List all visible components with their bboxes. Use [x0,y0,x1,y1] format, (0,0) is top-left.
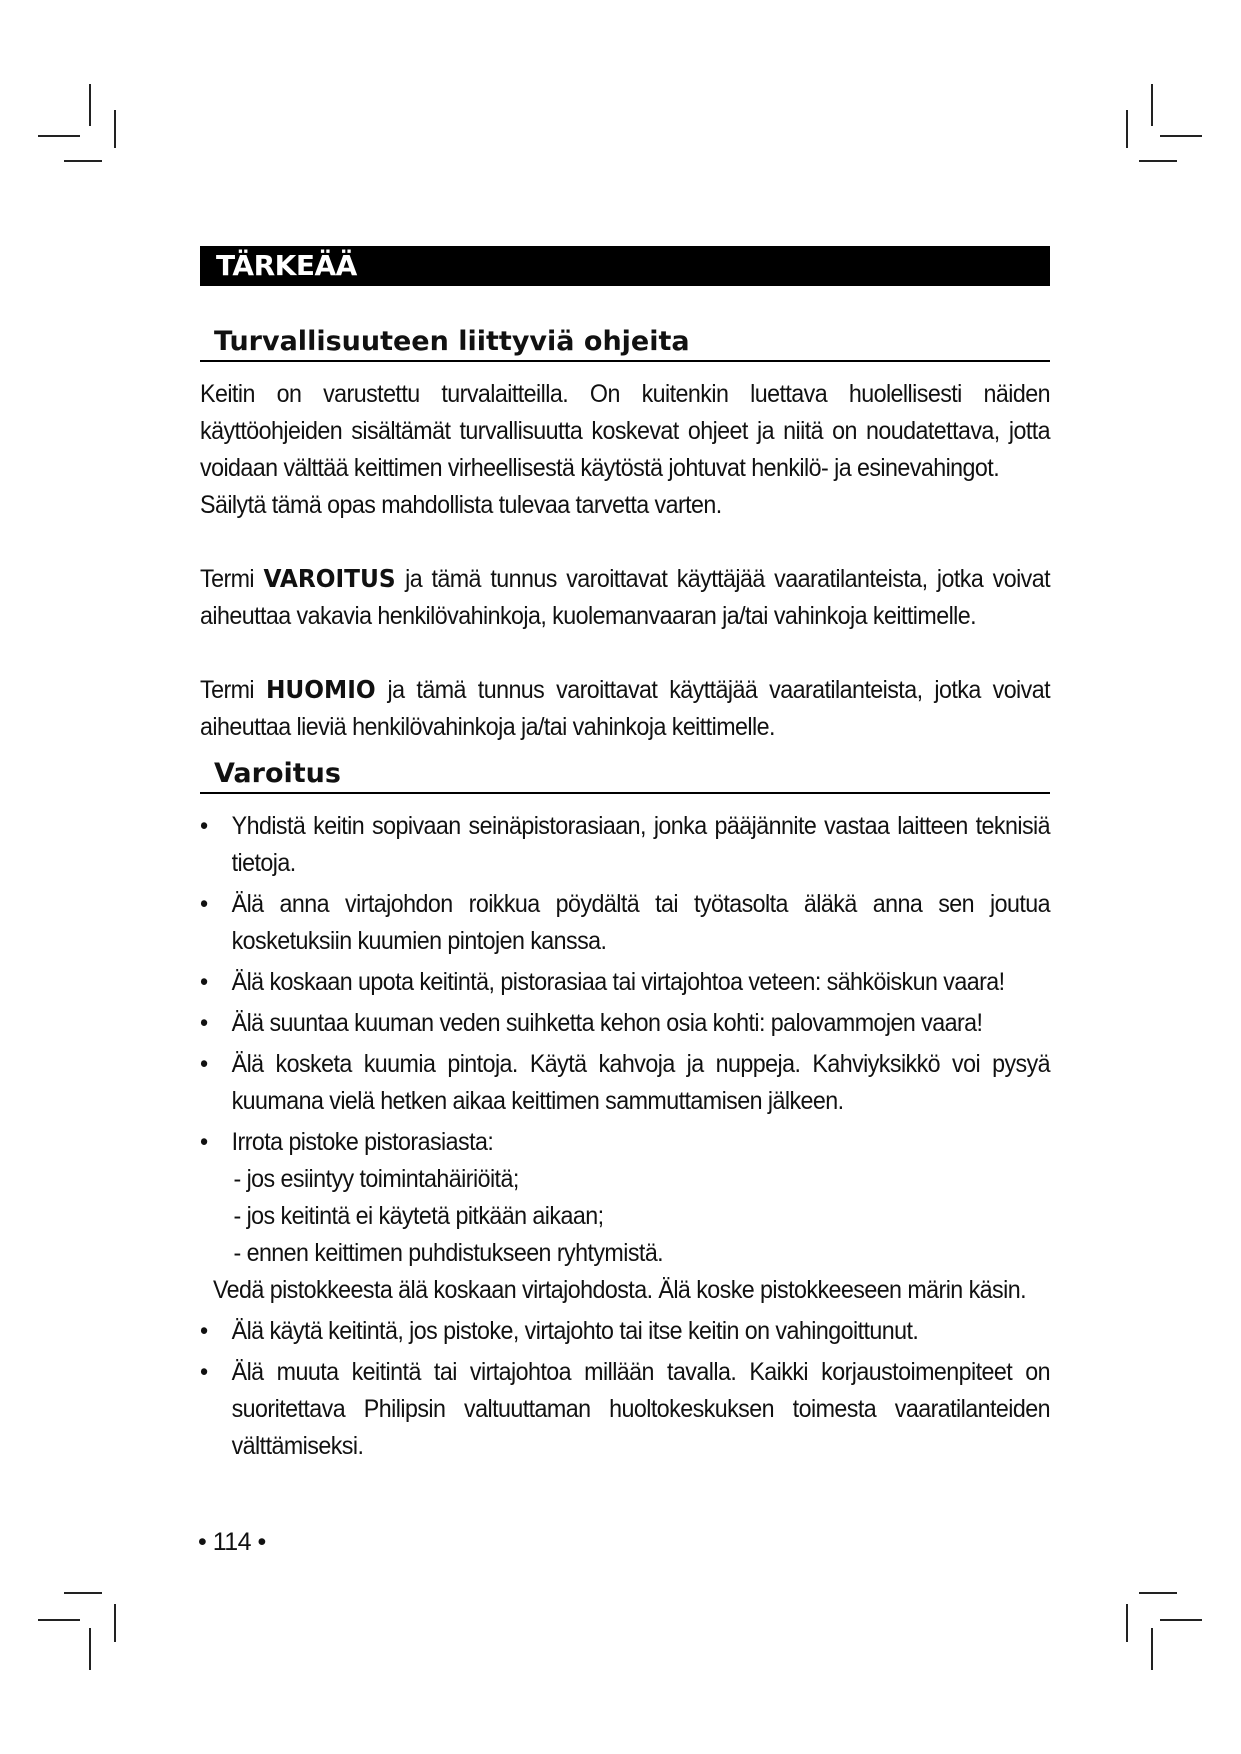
page-content [200,246,1050,1469]
list-item: • Älä muuta keitintä tai virtajohtoa millään tavalla. Kaikki korjaustoimenpiteet on suoritettava Philipsin valtuuttaman huoltokeskuksen toimesta vaaratilanteiden välttämiseksi. [200,1358,1051,1460]
list-item: • Älä suuntaa kuuman veden suihketta kehon osia kohti: palovammojen vaara! [200,1009,983,1037]
list-item: • Yhdistä keitin sopivaan seinäpistorasiaan, jonka pääjännite vastaa laitteen teknisiä tietoja. [200,812,1051,877]
list-item: • Älä käytä keitintä, jos pistoke, virtajohto tai itse keitin on vahingoittunut. [200,1317,919,1345]
page-number: • 114 • [198,1528,266,1556]
unplug-conditions [200,1161,1050,1272]
sub-item: - ennen keittimen puhdistukseen ryhtymistä. [233,1239,664,1267]
warning-list [200,808,1050,1465]
list-item: • Älä koskaan upota keitintä, pistorasiaa tai virtajohtoa veteen: sähköiskun vaara! [200,968,1005,996]
intro-text: Keitin on varustettu turvalaitteilla. On kuitenkin luettava huolellisesti näiden käyttöohjeiden sisältämät turvallisuutta koskevat ohjeet ja niitä on noudatettava, jotta voidaan välttää keittimen virheellisestä käytöstä johtuvat henkilö- ja esinevahingot. [200,380,1051,482]
unplug-note: Vedä pistokkeesta älä koskaan virtajohdosta. Älä koske pistokkeeseen märin käsin. [213,1276,1026,1304]
warning-definition: Termi VAROITUS ja tämä tunnus varoittavat käyttäjää vaaratilanteista, jotka voivat aiheuttaa vakavia henkilövahinkoja, kuolemanvaaran ja/tai vahinkoja keittimelle. [200,564,1051,630]
sub-item: - jos keitintä ei käytetä pitkään aikaan; [233,1202,604,1230]
section-title-warning: Varoitus [200,756,1050,794]
list-item: • Irrota pistoke pistorasiasta: [200,1128,494,1156]
section-title-safety: Turvallisuuteen liittyviä ohjeita [200,324,1050,362]
intro-paragraph [200,376,1050,746]
sub-item: - jos esiintyy toimintahäiriöitä; [233,1165,519,1193]
warning-term: VAROITUS [263,564,396,593]
caution-term: HUOMIO [265,675,376,704]
important-banner: TÄRKEÄÄ [200,246,1050,286]
list-item: • Älä anna virtajohdon roikkua pöydältä tai työtasolta äläkä anna sen joutua kosketuksiin kuumien pintojen kanssa. [200,890,1051,955]
caution-definition: Termi HUOMIO ja tämä tunnus varoittavat käyttäjää vaaratilanteista, jotka voivat aiheuttaa lieviä henkilövahinkoja ja/tai vahinkoja keittimelle. [200,675,1051,741]
list-item: • Älä kosketa kuumia pintoja. Käytä kahvoja ja nuppeja. Kahviyksikkö voi pysyä kuumana vielä hetken aikaa keittimen sammuttamisen jälkeen. [200,1050,1051,1115]
intro-keep-manual: Säilytä tämä opas mahdollista tulevaa tarvetta varten. [200,491,722,519]
